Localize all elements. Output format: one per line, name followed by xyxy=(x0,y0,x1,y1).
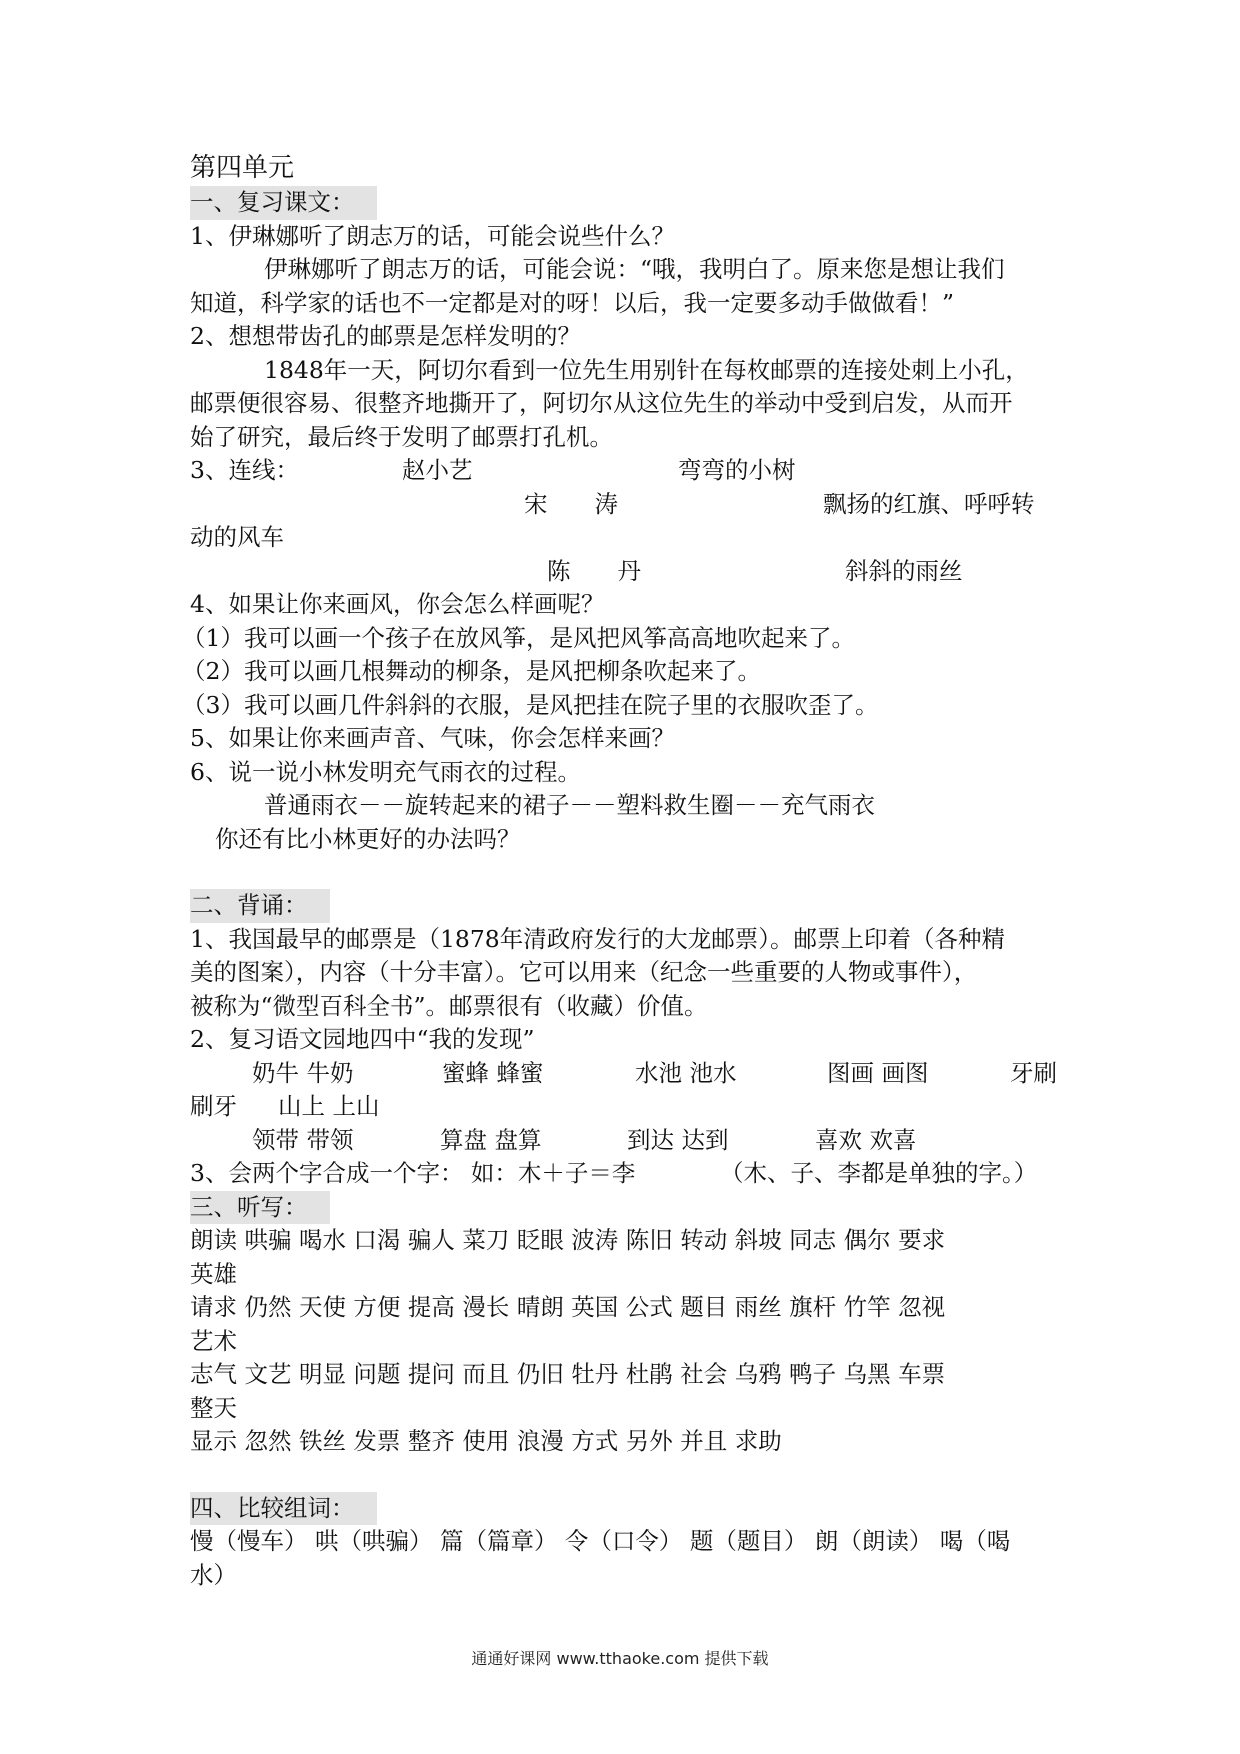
recite-3 xyxy=(190,1157,1060,1191)
compare-line-2: 水） xyxy=(190,1560,237,1589)
answer-4-1: （1）我可以画一个孩子在放风筝，是风把风筝高高地吹起来了。 xyxy=(182,623,855,652)
answer-6b: 你还有比小林更好的办法吗？ xyxy=(215,824,521,853)
match-item: 斜斜的雨丝 xyxy=(845,556,963,585)
compare-line-1: 慢（慢车） 哄（哄骗） 篇（篇章） 令（口令） 题（题目） 朗（朗读） 喝（喝 xyxy=(190,1527,1011,1555)
word-pairs-row-3 xyxy=(190,1124,1060,1158)
document-body xyxy=(182,150,1060,1592)
question-4: 4、如果让你来画风，你会怎么样画呢？ xyxy=(190,590,605,618)
dictation-line: 志气 文艺 明显 问题 提问 而且 仍旧 牡丹 杜鹃 社会 乌鸦 鸭子 乌黑 车票 xyxy=(190,1360,946,1388)
answer-1a: 伊琳娜听了朗志万的话，可能会说：“哦，我明白了。原来您是想让我们 xyxy=(264,255,1005,283)
word-pair: 算盘 盘算 xyxy=(440,1125,542,1154)
answer-4-3: （3）我可以画几件斜斜的衣服，是风把挂在院子里的衣服吹歪了。 xyxy=(182,690,879,719)
word-pair: 水池 池水 xyxy=(635,1058,737,1087)
question-3: 3、连线： xyxy=(190,456,299,484)
matching-row-1 xyxy=(190,454,1060,488)
section-heading-review: 一、复习课文： xyxy=(190,186,377,220)
recite-1c: 被称为“微型百科全书”。邮票很有（收藏）价值。 xyxy=(190,991,708,1020)
match-item: 动的风车 xyxy=(190,523,284,551)
answer-6: 普通雨衣－－旋转起来的裙子－－塑料救生圈－－充气雨衣 xyxy=(264,791,875,819)
match-item: 飘扬的红旗、呼呼转 xyxy=(823,489,1035,518)
question-1: 1、伊琳娜听了朗志万的话，可能会说些什么？ xyxy=(190,221,675,250)
word-pair: 山上 上山 xyxy=(278,1092,380,1120)
page-footer: 通通好课网 www.tthaoke.com 提供下载 xyxy=(471,1649,769,1668)
word-pairs-row-1 xyxy=(190,1057,1060,1091)
dictation-line: 请求 仍然 天使 方便 提高 漫长 晴朗 英国 公式 题目 雨丝 旗杆 竹竿 忽视 xyxy=(190,1293,946,1321)
section-heading-recite: 二、背诵： xyxy=(190,889,330,923)
word-pair: 刷牙 xyxy=(190,1092,237,1120)
match-item: 弯弯的小树 xyxy=(678,456,796,484)
question-2: 2、想想带齿孔的邮票是怎样发明的？ xyxy=(190,322,581,350)
answer-2b: 邮票便很容易、很整齐地撕开了，阿切尔从这位先生的举动中受到启发，从而开 xyxy=(190,389,1013,417)
word-pairs-row-2 xyxy=(190,1090,1060,1124)
match-name: 赵小艺 xyxy=(402,456,473,484)
dictation-line: 朗读 哄骗 喝水 口渴 骗人 菜刀 眨眼 波涛 陈旧 转动 斜坡 同志 偶尔 要求 xyxy=(190,1226,946,1254)
recite-1b: 美的图案），内容（十分丰富）。它可以用来（纪念一些重要的人物或事件）， xyxy=(190,958,978,986)
recite-1a: 1、我国最早的邮票是（1878年清政府发行的大龙邮票）。邮票上印着（各种精 xyxy=(190,924,1006,953)
dictation-line: 显示 忽然 铁丝 发票 整齐 使用 浪漫 方式 另外 并且 求助 xyxy=(190,1427,782,1455)
dictation-line: 艺术 xyxy=(190,1326,237,1355)
question-6: 6、说一说小林发明充气雨衣的过程。 xyxy=(190,757,581,786)
unit-title: 第四单元 xyxy=(190,153,295,183)
matching-row-4 xyxy=(190,555,1060,589)
dictation-line: 整天 xyxy=(190,1393,237,1422)
question-5: 5、如果让你来画声音、气味，你会怎样来画？ xyxy=(190,724,675,752)
match-name: 陈 丹 xyxy=(547,556,641,585)
recite-2: 2、复习语文园地四中“我的发现” xyxy=(190,1025,535,1053)
word-pair: 蜜蜂 蜂蜜 xyxy=(442,1058,544,1087)
word-pair: 牙刷 xyxy=(1010,1058,1057,1087)
answer-1b: 知道，科学家的话也不一定都是对的呀！以后，我一定要多动手做做看！” xyxy=(190,288,955,317)
recite-3b: （木、子、李都是单独的字。） xyxy=(720,1159,1038,1187)
word-pair: 喜欢 欢喜 xyxy=(815,1125,917,1154)
section-heading-dictation: 三、听写： xyxy=(190,1191,330,1225)
match-name: 宋 涛 xyxy=(524,489,618,518)
word-pair: 图画 画图 xyxy=(827,1058,929,1087)
word-pair: 领带 带领 xyxy=(252,1125,354,1154)
matching-row-3 xyxy=(190,521,1060,555)
word-pair: 奶牛 牛奶 xyxy=(252,1058,354,1087)
recite-3a: 3、会两个字合成一个字： 如：木＋子＝李 xyxy=(190,1159,636,1187)
matching-row-2 xyxy=(190,488,1060,522)
section-heading-compare: 四、比较组词： xyxy=(190,1492,377,1526)
word-pair: 到达 达到 xyxy=(627,1125,729,1154)
dictation-line: 英雄 xyxy=(190,1259,237,1288)
answer-2a: 1848年一天，阿切尔看到一位先生用别针在每枚邮票的连接处刺上小孔， xyxy=(264,355,1029,384)
answer-2c: 始了研究，最后终于发明了邮票打孔机。 xyxy=(190,422,613,451)
answer-4-2: （2）我可以画几根舞动的柳条，是风把柳条吹起来了。 xyxy=(182,657,761,685)
